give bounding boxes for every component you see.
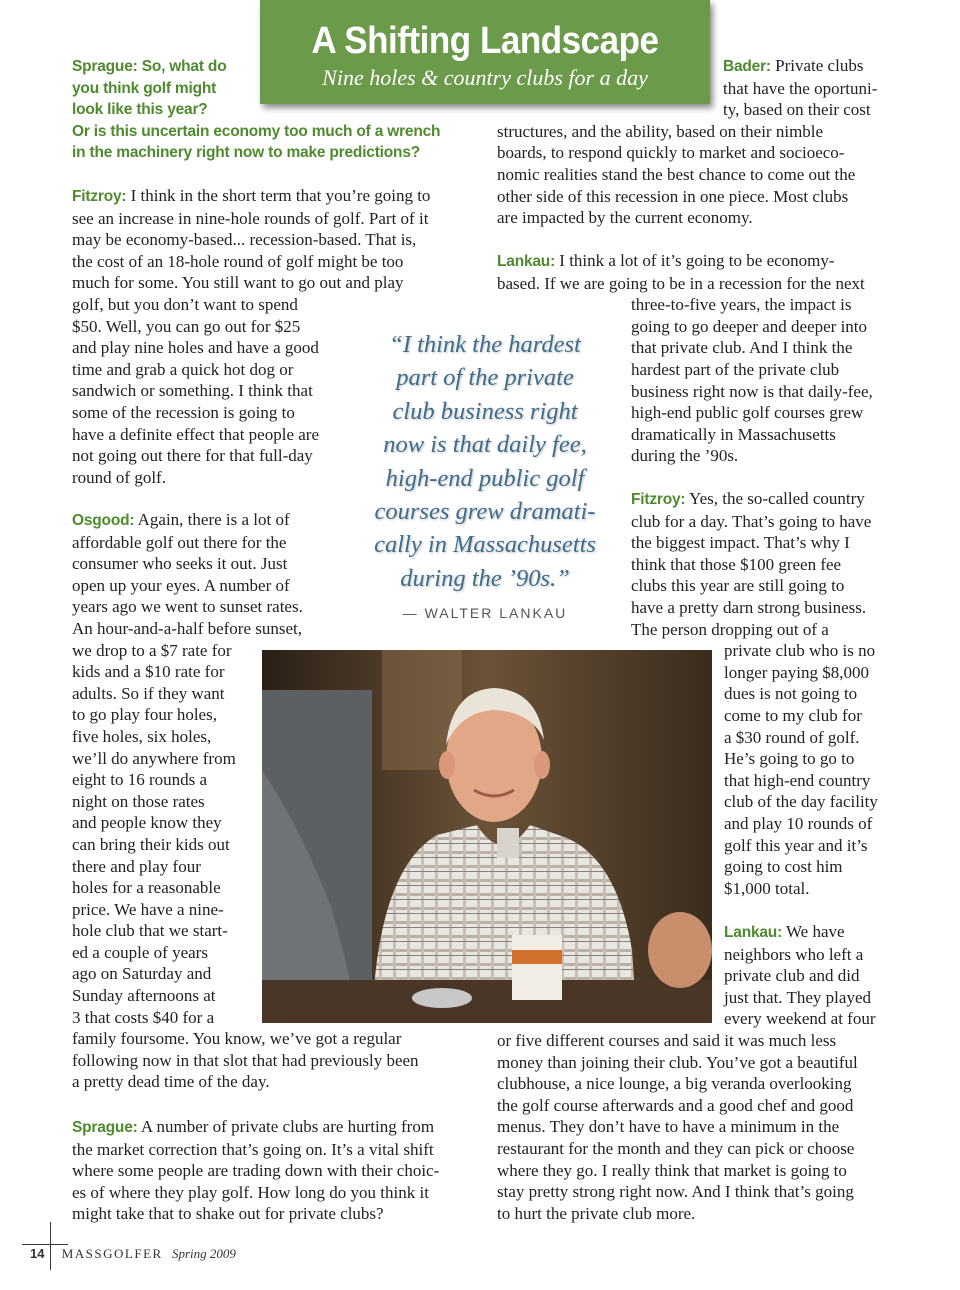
page-number: 14 [30,1246,45,1261]
speaker-label: Fitzroy: [72,188,127,205]
left-q1 [72,56,492,164]
text-line: that private club. And I think the [631,338,853,358]
text-line: the biggest impact. That’s why I [631,533,850,553]
text-line: The person dropping out of a [631,619,829,639]
text-line: golf, but you don’t want to spend [72,294,298,314]
text-line: ed a couple of years [72,942,208,962]
page-footer [30,1246,236,1262]
text-line: where they go. I really think that market is going to [497,1160,847,1180]
text-line: to go play four holes, [72,705,217,725]
text-line: every weekend at four [724,1009,876,1029]
text-line: hole club that we start- [72,921,228,941]
text-line: $50. Well, you can go out for $25 [72,316,301,336]
text-line: much for some. You still want to go out and play [72,273,404,293]
text-line: kids and a $10 rate for [72,662,225,682]
text-line: time and grab a quick hot dog or [72,359,294,379]
question-line: Or is this uncertain economy too much of a wrench [72,122,441,140]
text-line: Fitzroy: Yes, the so-called country [631,489,865,508]
text-line: come to my club for [724,705,862,725]
text-line: see an increase in nine-hole rounds of golf. Part of it [72,208,429,228]
text-line: Fitzroy: I think in the short term that you’re going to [72,186,431,205]
text-line: that have the oportuni- [723,78,878,98]
text-line: other side of this recession in one piece. Most clubs [497,186,849,206]
text-line: that high-end country [724,770,871,790]
text-line: dramatically in Massachusetts [631,424,836,444]
crop-mark-horizontal [22,1244,68,1245]
pull-quote-line: courses grew dramati- [374,498,596,526]
issue-date: Spring 2009 [171,1246,236,1261]
text-line: private club and did [724,966,860,986]
text-line: three-to-five years, the impact is [631,295,852,315]
text-line: adults. So if they want [72,683,225,703]
text-line: longer paying $8,000 [724,662,869,682]
pull-quote-line: now is that daily fee, [383,431,587,459]
text-line: neighbors who left a [724,944,864,964]
pull-quote-line: during the ’90s.” [400,564,570,592]
text-line: clubs this year are still going to [631,576,845,596]
text-line: and play nine holes and have a good [72,338,319,358]
text-line: boards, to respond quickly to market and socioeco- [497,143,845,163]
speaker-label: Fitzroy: [631,491,686,508]
text-line: Lankau: We have [724,922,845,941]
text-line: have a definite effect that people are [72,424,319,444]
text-line: not going out there for that full-day [72,446,313,466]
text-line: following now in that slot that had previously been [72,1050,419,1070]
speaker-label: Sprague: [72,58,138,75]
text-line: structures, and the ability, based on their nimble [497,121,824,141]
text-line: Osgood: Again, there is a lot of [72,510,290,529]
text-line: where some people are trading down with their choic- [72,1161,440,1181]
text-line: think that those $100 green fee [631,554,842,574]
text-line: dues is not going to [724,684,858,704]
text-line: sandwich or something. I think that [72,381,313,401]
speaker-label: Lankau: [724,924,783,941]
text-line: going to cost him [724,857,843,877]
text-line: stay pretty strong right now. And I think that’s going [497,1182,854,1202]
text-line: round of golf. [72,467,166,487]
text-line: five holes, six holes, [72,726,212,746]
text-line: Lankau: I think a lot of it’s going to be economy- [497,251,835,270]
speaker-label: Sprague: [72,1119,138,1136]
text-line: consumer who seeks it out. Just [72,554,288,574]
text-line: the cost of an 18-hole round of golf might be too [72,251,404,271]
text-line: we drop to a $7 rate for [72,640,232,660]
text-line: high-end public golf courses grew [631,403,864,423]
pull-quote-attribution: — WALTER LANKAU [402,605,568,622]
interview-photo [262,650,712,1023]
text-line: golf this year and it’s [724,835,868,855]
text-line: going to go deeper and deeper into [631,316,868,336]
text-line: menus. They don’t have to have a minimum in the [497,1117,840,1137]
text-line: restaurant for the month and they can pick or choose [497,1138,855,1158]
pull-quote-line: part of the private [396,364,574,392]
text-line: have a pretty darn strong business. [631,597,867,617]
text-line: business right now is that daily-fee, [631,381,873,401]
text-line: the market correction that’s going on. It’s a vital shift [72,1139,434,1159]
text-line: affordable golf out there for the [72,532,287,552]
article-title: A Shifting Landscape [311,20,659,62]
text-line: a pretty dead time of the day. [72,1072,270,1092]
text-line: club for a day. That’s going to have [631,511,872,531]
text-line: and people know they [72,813,222,833]
question-line: Sprague: So, what do [72,58,227,75]
speaker-label: Osgood: [72,512,135,529]
text-line: $1,000 total. [724,878,810,898]
speaker-label: Lankau: [497,253,556,270]
text-line: money than joining their club. You’ve got a beautiful [497,1052,858,1072]
text-line: just that. They played [724,987,871,1007]
text-line: open up your eyes. A number of [72,575,290,595]
pull-quote [360,328,610,621]
left-sprague-2 [72,1116,492,1225]
text-line: private club who is no [724,641,876,661]
text-line: can bring their kids out [72,834,230,854]
text-line: and play 10 rounds of [724,813,873,833]
text-line: there and play four [72,856,201,876]
text-line: club of the day facility [724,792,878,812]
text-line: may be economy-based... recession-based. That is, [72,230,417,250]
text-line: ago on Saturday and [72,964,212,984]
magazine-name: MASSGOLFER [61,1246,163,1261]
text-line: during the ’90s. [631,446,739,466]
text-line: He’s going to go to [724,749,855,769]
text-line: nomic realities stand the best chance to come out the [497,164,856,184]
text-line: family foursome. You know, we’ve got a regular [72,1029,402,1049]
text-line: or five different courses and said it was much less [497,1030,837,1050]
text-line: Sunday afternoons at [72,986,216,1006]
text-line: to hurt the private club more. [497,1203,696,1223]
text-line: Sprague: A number of private clubs are hurting from [72,1117,435,1136]
pull-quote-line: cally in Massachusetts [374,531,596,559]
text-line: holes for a reasonable [72,878,221,898]
text-line: 3 that costs $40 for a [72,1007,215,1027]
text-line: price. We have a nine- [72,899,224,919]
text-line: ty, based on their cost [723,100,871,120]
text-line: a $30 round of golf. [724,727,860,747]
text-line: we’ll do anywhere from [72,748,236,768]
article-subtitle: Nine holes & country clubs for a day [322,65,648,90]
question-line: look like this year? [72,101,208,119]
pull-quote-line: club business right [392,397,578,425]
text-line: clubhouse, a nice lounge, a big veranda overlooking [497,1074,852,1094]
text-line: based. If we are going to be in a recession for the next [497,273,865,293]
text-line: hardest part of the private club [631,359,840,379]
photo-illustration [262,650,712,1023]
pull-quote-line: “I think the hardest [389,331,581,358]
text-line: es of where they play golf. How long do you think it [72,1182,429,1202]
text-line: night on those rates [72,791,205,811]
text-line: eight to 16 rounds a [72,770,208,790]
text-line: might take that to shake out for private clubs? [72,1204,384,1224]
text-line: the golf course afterwards and a good chef and good [497,1095,854,1115]
pull-quote-line: high-end public golf [385,464,585,492]
question-line: you think golf might [72,79,217,97]
text-line: years ago we went to sunset rates. [72,597,303,617]
text-line: are impacted by the current economy. [497,208,753,228]
text-line: An hour-and-a-half before sunset, [72,618,303,638]
text-line: some of the recession is going to [72,402,295,422]
question-line: in the machinery right now to make predictions? [72,144,421,162]
speaker-label: Bader: [723,58,771,75]
right-bader [497,55,907,229]
text-line: Bader: Private clubs [723,56,864,75]
